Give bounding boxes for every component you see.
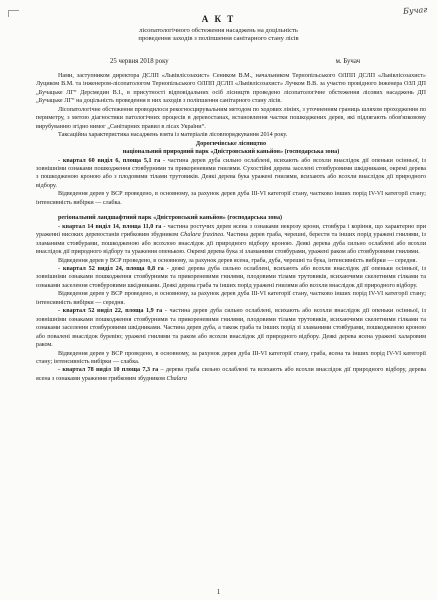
taxation-paragraph: Таксаційна характеристика насаджень взята із матеріалів лісовпорядкування 2014 року.	[58, 132, 288, 139]
plot5-text: – дерева граба сильно ослаблені та всихають або всохли внаслідок дії природного відбору, дерева ясена з ознаками ураження грибковим збудником	[36, 367, 426, 382]
plot1-label: - квартал 60 виділ 6, площа 5,1 га	[58, 157, 161, 164]
plot4-label: - квартал 52 виділ 22, площа 1,9 га	[58, 308, 163, 315]
plot1-text: - частина дерев дуба сильно ослаблені, всихають або всохли внаслідок дії опеньки осінньої, із зовнішніми ознаками пошкодження стовбурними та прикореневими гнилями. Сухостійні дерева заселені стовбуровими шкідниками, окремі дерева з пошкодженою кроною або з плодовими тілами трутовиків. Деякі дерева бука уражені гнилями, всихають або всохли внаслідок дії природного відбору.	[36, 157, 426, 189]
handwritten-note: Бучаг	[402, 5, 428, 16]
document-subtitle-line1: лісопатологічного обстеження насаджень на доцільність	[139, 27, 298, 34]
plot5-paragraph	[36, 366, 426, 383]
plot5-latin-name: Chalara	[166, 375, 187, 382]
plot1-selection: Відведення дерев у ВСР проведено, в основному, за рахунок дерев дуба III-VI категорії стану, частково інших порід IV-VI категорії стану; інтенсивність вибірки — слабка.	[36, 191, 426, 206]
plot2-text-b: . Частина дерев граба, черешні, берести та інших порід уражені гнилями, із зламаними стовбурами, пошкодженою або всохлою внаслідок дії природного відбору кроною. Деякі дерева дуба сильно ослаблені або всохли внаслідок дії природного відбору та ураження опенькою. Окремі дерева бука зі зламаними стовбурами, уражені раком або стовбуровими гнилями.	[36, 232, 426, 256]
plot5-label: - квартал 78 виділ 10 площа 7,3 га	[58, 367, 159, 374]
plot3-paragraph	[36, 265, 426, 290]
document-place: м. Бучач	[335, 58, 360, 65]
plot4-selection: Відведення дерев у ВСР проведено, в основному, за рахунок дерев дуба III-VI категорії стану, граба, ясена та інших порід IV-VI категорії стану; інтенсивність вибірки — слабка.	[36, 350, 426, 365]
plot2-latin-name: Chalara fraxinea	[180, 232, 224, 239]
plot2-label: - квартал 14 виділ 14, площа 11,0 га	[58, 223, 162, 230]
forestry-heading: Дорогичівське лісництво	[195, 140, 267, 147]
plot3-selection: Відведення дерев у ВСР проведено, в основному, за рахунок дерев дуба III-VI категорії стану, частково інших порід IV-VI категорії стану; інтенсивність вибірки — середня.	[36, 291, 426, 306]
method-paragraph: Лісопатологічне обстеження проводилося рекогносцирувальним методом по ходових лініях, з уточненням границь шляхом проходження по периметру, з метою діагностики патологічних процесів в деревостанах, встановлення частки пошкоджених дерев, які підлягають обов'язковому вирубуванню згідно вимог „Санітарних правил в лісах України“.	[36, 106, 426, 130]
spacer	[36, 207, 426, 214]
plot2-paragraph	[36, 223, 426, 257]
page-number: 1	[216, 588, 221, 596]
plot1-paragraph	[36, 157, 426, 191]
plot3-text: - деякі дерева дуба сильно ослаблені, всихають або всохли внаслідок дії опеньки осінньої, із зовнішніми ознаками пошкодження стовбурними та прикореневими гнилями, плодовими тілами трутовиків, всихаючими скелетними гілками та ознаками заселення стовбуровими шкідниками. Деякі дерева граба та інших порід уражені гнилями або всохли внаслідок дії природного відбору.	[36, 265, 426, 289]
park2-heading: регіональний ландшафтний парк «Дністровський каньйон» (господарська зона)	[58, 215, 283, 222]
plot2-text-a: - частина ростучих дерев ясена з ознаками некрозу крони, стовбура і коріння, що характерно при ураженні високих деревостанів грибковим збудником	[36, 223, 426, 239]
plot2-selection: Відведення дерев у ВСР проведено, в основному, за рахунок дерев ясена, граба, дуба, черешні та бука, інтенсивність вибірки — середня.	[58, 257, 418, 264]
plot4-paragraph	[36, 307, 426, 349]
document-title: А К Т	[201, 14, 236, 24]
document-body	[36, 72, 426, 383]
document-subtitle-line2: проведення заходів з поліпшення санітарного стану лісів	[138, 35, 299, 42]
document-date: 25 червня 2018 року	[110, 58, 169, 65]
plot4-text: - частина дерев дуба сильно ослаблені, всихають або всохли внаслідок дії опеньки осінньої, із зовнішніми ознаками пошкодження стовбурними та прикореневими гнилями, плодовими тілами трутовиків, всихаючими скелетними гілками та ознаками заселення стовбуровими шкідниками. Частина дерев дуба, а також граба та інших порід зі зламаними стовбурами, пошкодженою кроною або повалені внаслідок буревію; уражені гнилями та раком або всохли внаслідок дії природного відбору. Деякі дерева ясена уражені халаровим раком.	[36, 308, 426, 349]
intro-paragraph: Нами, заступником директора ДСЛП «Львівлісозахист» Сеником В.М., начальником Тернопільського ОЛПП ДСЛП «Львівлісозахист» Луциком В.М. та інженером-лісопатологом Тернопільського ОЛПП ДСЛП «Львівлісозахист» Лучком В.В. за участю провідного інженера ОЗЛ ДП „Бучацьке ЛГ“ Дерсмедин В.І., в присутності відповідальних осіб лісництв проведено лісопатологічне обстеження лісових насаджень ДП „Бучацьке ЛГ“ на доцільність проведення в них заходів з поліпшення санітарного стану лісів.	[36, 73, 426, 105]
park1-heading: національний природний парк «Дністровський каньйон» (господарська зона)	[122, 149, 340, 156]
plot3-label: - квартал 52 виділ 24, площа 0,8 га	[58, 265, 164, 272]
